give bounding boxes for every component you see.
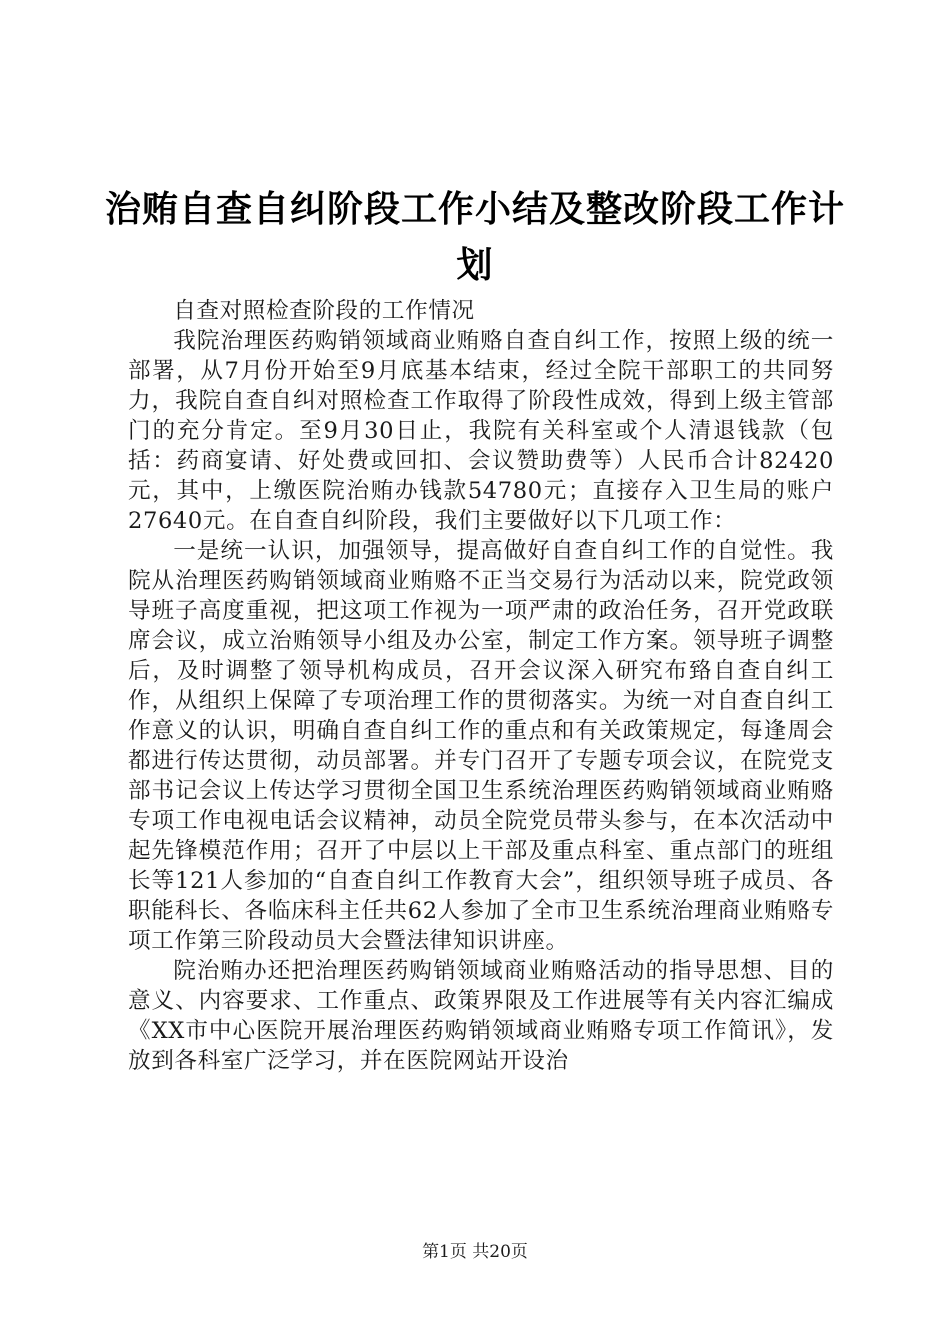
section-heading: 自查对照检查阶段的工作情况 [173, 298, 475, 324]
paragraph-3: 院治贿办还把治理医药购销领域商业贿赂活动的指导思想、目的意义、内容要求、工作重点、政策界限及工作进展等有关内容汇编成《XX市中心医院开展治理医药购销领域商业贿赂专项工作简讯》，发放到各科室广泛学习，并在医院网站开设治 [128, 958, 834, 1074]
document-body [128, 296, 834, 1076]
document-title: 治贿自查自纠阶段工作小结及整改阶段工作计划 [104, 189, 845, 286]
page-number-footer: 第1页 共20页 [422, 1242, 528, 1262]
paragraph-1: 我院治理医药购销领域商业贿赂自查自纠工作，按照上级的统一部署，从7月份开始至9月底基本结束，经过全院干部职工的共同努力，我院自查自纠对照检查工作取得了阶段性成效，得到上级主管部门的充分肯定。至9月30日止，我院有关科室或个人清退钱款（包括：药商宴请、好处费或回扣、会议赞助费等）人民币合计82420元，其中，上缴医院治贿办钱款54780元；直接存入卫生局的账户27640元。在自查自纠阶段，我们主要做好以下几项工作： [128, 328, 834, 534]
paragraph-2: 一是统一认识，加强领导，提高做好自查自纠工作的自觉性。我院从治理医药购销领域商业贿赂不正当交易行为活动以来，院党政领导班子高度重视，把这项工作视为一项严肃的政治任务，召开党政联席会议，成立治贿领导小组及办公室，制定工作方案。领导班子调整后，及时调整了领导机构成员，召开会议深入研究布臵自查自纠工作，从组织上保障了专项治理工作的贯彻落实。为统一对自查自纠工作意义的认识，明确自查自纠工作的重点和有关政策规定，每逢周会都进行传达贯彻，动员部署。并专门召开了专题专项会议，在院党支部书记会议上传达学习贯彻全国卫生系统治理医药购销领域商业贿赂专项工作电视电话会议精神，动员全院党员带头参与，在本次活动中起先锋模范作用；召开了中层以上干部及重点科室、重点部门的班组长等121人参加的“自查自纠工作教育大会”，组织领导班子成员、各职能科长、各临床科主任共62人参加了全市卫生系统治理商业贿赂专项工作第三阶段动员大会暨法律知识讲座。 [128, 538, 834, 954]
